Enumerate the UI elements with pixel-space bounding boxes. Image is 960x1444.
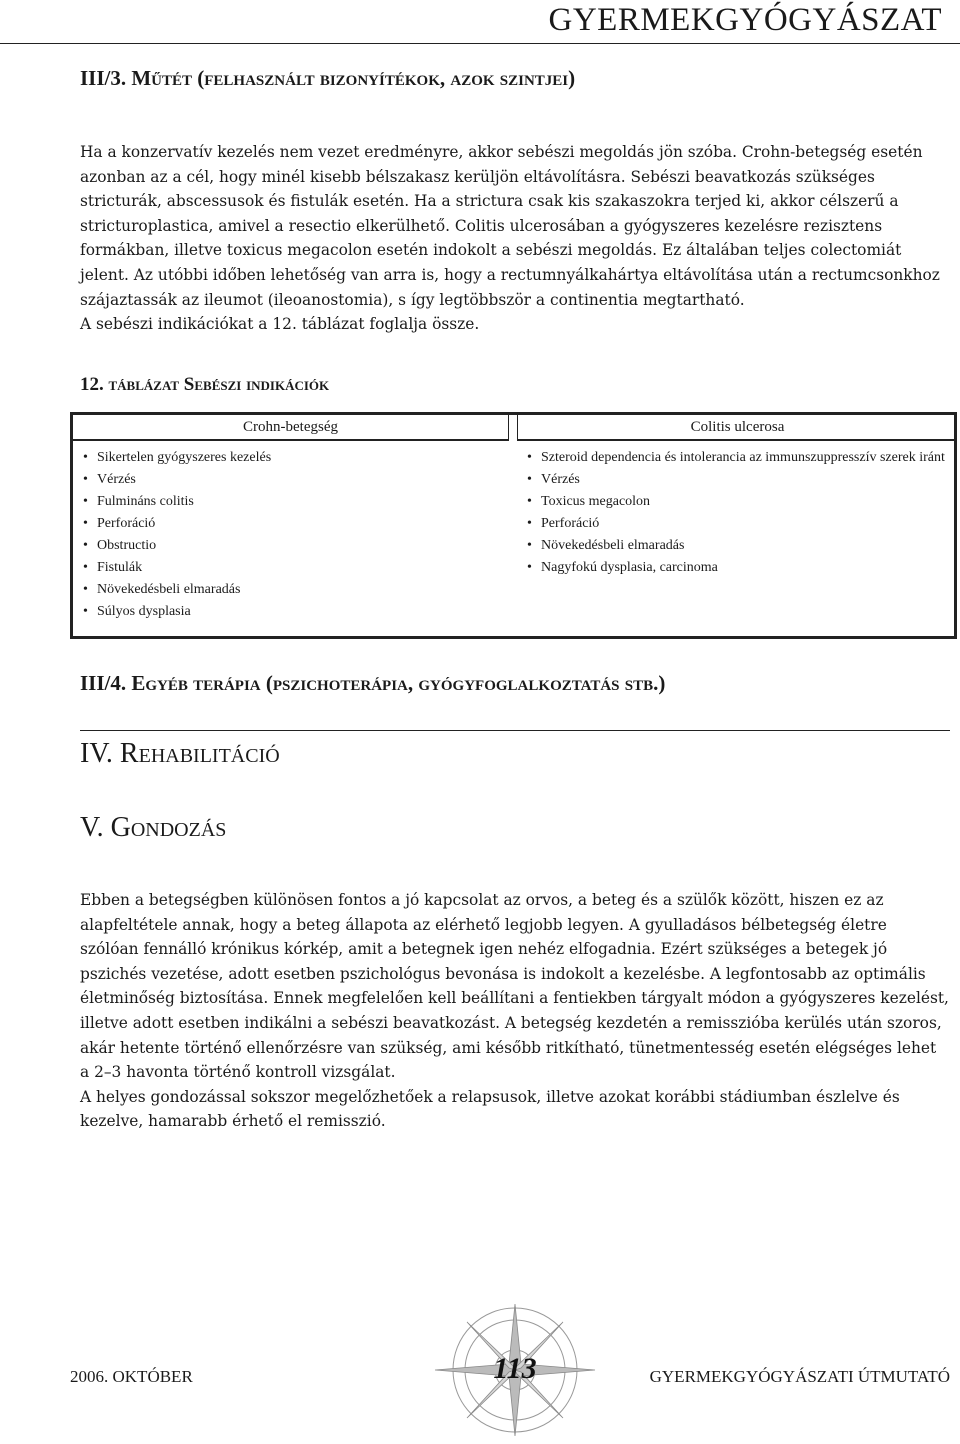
page-number: 113 [493, 1352, 537, 1385]
paragraph: A helyes gondozással sokszor megelőzhetőek a relapsusok, illetve azokat korábbi stádiumban észlelve és kezelve, hamarabb érhető el remisszió. [80, 1087, 900, 1131]
list-item: • Fistulák [81, 557, 509, 579]
section-body-v [80, 888, 950, 1134]
section-heading-v: V. Gondozás [80, 812, 227, 843]
list-item: • Sikertelen gyógyszeres kezelés [81, 447, 509, 469]
list-item: • Szteroid dependencia és intolerancia az immunszuppresszív szerek iránt [525, 447, 957, 469]
table-caption: 12. táblázat Sebészi indikációk [80, 374, 330, 395]
section-heading-iii4: III/4. Egyéb terápia (pszichoterápia, gyógyfoglalkoztatás stb.) [80, 671, 666, 695]
paragraph: Ebben a betegségben különösen fontos a jó kapcsolat az orvos, a beteg és a szülők között, hiszen ez az alapfeltétele annak, hogy a beteg állapota az elérhető legjobb legyen. A gyulladásos bélbetegség életre szólóan fennálló krónikus kórkép, amit a betegnek igen nehéz elfogadnia. Ezért szükséges a betegek jó pszichés vezetése, adott esetben pszichológus bevonása is indokolt a kezelésbe. A legfontosabb az optimális életminőség biztosítása. Ennek megfelelően kell beállítani a fentiekben tárgyalt módon a gyógyszeres kezelést, illetve adott esetben indikálni a sebészi beavatkozást. A betegség kezdetén a remisszióba kerülés után szoros, akár hetente történő ellenőrzésre van szükség, ami később ritkítható, tünetmentesség esetén elégséges lehet a 2–3 havonta történő kontroll vizsgálat. [80, 891, 949, 1082]
list-item: • Növekedésbeli elmaradás [525, 535, 957, 557]
section-heading-iv: IV. Rehabilitáció [80, 738, 280, 769]
list-item: • Súlyos dysplasia [81, 601, 509, 623]
paragraph: Ha a konzervatív kezelés nem vezet eredményre, akkor sebészi megoldás jön szóba. Crohn-betegség esetén azonban az a cél, hogy minél kisebb bélszakasz kerüljön eltávolításra. Sebészi beavatkozás szükséges stricturák, abscessusok és fistulák esetén. Ha a strictura csak kis szakaszokra terjed ki, akkor célszerű a stricturoplastica, amivel a resectio elkerülhető. Colitis ulcerosában a gyógyszeres kezelésre rezisztens formákban, illetve toxicus megacolon esetén indokolt a sebészi megoldás. Ez általában teljes colectomiát jelent. Az utóbbi időben lehetőség van arra is, hogy a rectumnyálkahártya eltávolítása után a rectumcsonkhoz szájaztassák az ileumot (ileoanostomia), s így legtöbbször a continentia megtartható. [80, 143, 940, 309]
table-column-header: Crohn-betegség [73, 415, 509, 441]
indications-table [70, 412, 957, 639]
list-item: • Perforáció [81, 513, 509, 535]
table-column-colitis [517, 415, 957, 579]
indication-list [517, 441, 957, 579]
list-item: • Vérzés [81, 469, 509, 491]
journal-title: GYERMEKGYÓGYÁSZAT [548, 2, 942, 38]
section-heading-iii3: III/3. Műtét (felhasznált bizonyítékok, azok szintjei) [80, 66, 576, 90]
compass-rose-logo [405, 1300, 625, 1440]
list-item: • Toxicus megacolon [525, 491, 957, 513]
table-column-header: Colitis ulcerosa [517, 415, 957, 441]
section-divider [80, 730, 950, 731]
list-item: • Fulmináns colitis [81, 491, 509, 513]
paragraph: A sebészi indikációkat a 12. táblázat foglalja össze. [80, 315, 480, 334]
section-body-iii3 [80, 140, 950, 337]
list-item: • Obstructio [81, 535, 509, 557]
page-header [0, 0, 960, 44]
footer-publication: GYERMEKGYÓGYÁSZATI ÚTMUTATÓ [649, 1367, 950, 1386]
list-item: • Vérzés [525, 469, 957, 491]
list-item: • Nagyfokú dysplasia, carcinoma [525, 557, 957, 579]
table-column-crohn [73, 415, 509, 623]
footer-date: 2006. OKTÓBER [70, 1367, 193, 1386]
indication-list [73, 441, 509, 623]
list-item: • Növekedésbeli elmaradás [81, 579, 509, 601]
list-item: • Perforáció [525, 513, 957, 535]
